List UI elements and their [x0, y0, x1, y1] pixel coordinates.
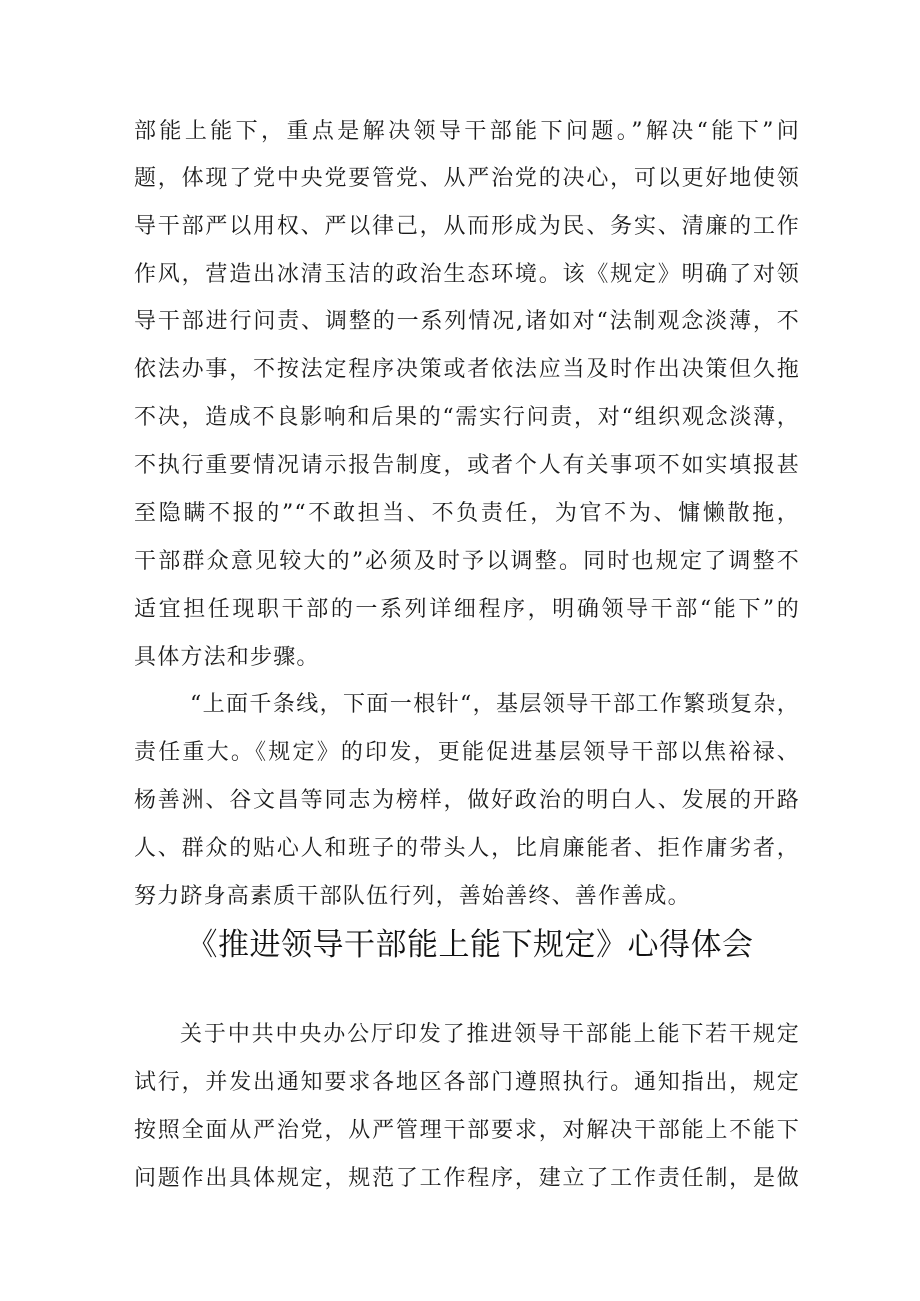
text-line: 题，体现了党中央党要管党、从严治党的决心，可以更好地使领 [134, 166, 800, 191]
text-line: 具体方法和步骤。 [134, 645, 320, 670]
text-line: 努力跻身高素质干部队伍行列，善始善终、善作善成。 [134, 884, 691, 909]
text-line: 问题作出具体规定，规范了工作程序，建立了工作责任制，是做 [134, 1166, 800, 1191]
text-line: 至隐瞒不报的”“不敢担当、不负责任，为官不为、慵懒散拖， [134, 501, 800, 526]
text-line: 依法办事，不按法定程序决策或者依法应当及时作出决策但久拖 [134, 357, 800, 382]
text-line: “上面千条线，下面一根针“，基层领导干部工作繁琐复杂， [190, 692, 800, 717]
text-line: 部能上能下，重点是解决领导干部能下问题。”解决“能下”问 [134, 119, 800, 144]
text-line: 不决，造成不良影响和后果的“需实行问责，对“组织观念淡薄， [134, 405, 800, 430]
text-line: 作风，营造出冰清玉洁的政治生态环境。该《规定》明确了对领 [134, 262, 800, 287]
text-line: 干部群众意见较大的”必须及时予以调整。同时也规定了调整不 [134, 549, 800, 574]
text-line: 不执行重要情况请示报告制度，或者个人有关事项不如实填报甚 [134, 453, 800, 478]
text-line: 导干部严以用权、严以律己，从而形成为民、务实、清廉的工作 [134, 214, 800, 239]
document-title: 《推进领导干部能上能下规定》心得体会 [186, 927, 754, 963]
text-line: 按照全面从严治党，从严管理干部要求，对解决干部能上不能下 [134, 1118, 800, 1143]
text-line: 关于中共中央办公厅印发了推进领导干部能上能下若干规定 [180, 1022, 800, 1047]
text-line: 导干部进行问责、调整的一系列情况,诸如对“法制观念淡薄，不 [134, 309, 800, 334]
text-line: 杨善洲、谷文昌等同志为榜样，做好政治的明白人、发展的开路 [134, 788, 800, 813]
text-line: 试行，并发出通知要求各地区各部门遵照执行。通知指出，规定 [134, 1070, 800, 1095]
text-line: 人、群众的贴心人和班子的带头人，比肩廉能者、拒作庸劣者， [134, 836, 800, 861]
text-line: 责任重大。《规定》的印发，更能促进基层领导干部以焦裕禄、 [134, 740, 800, 765]
text-line: 适宜担任现职干部的一系列详细程序，明确领导干部“能下”的 [134, 597, 800, 622]
